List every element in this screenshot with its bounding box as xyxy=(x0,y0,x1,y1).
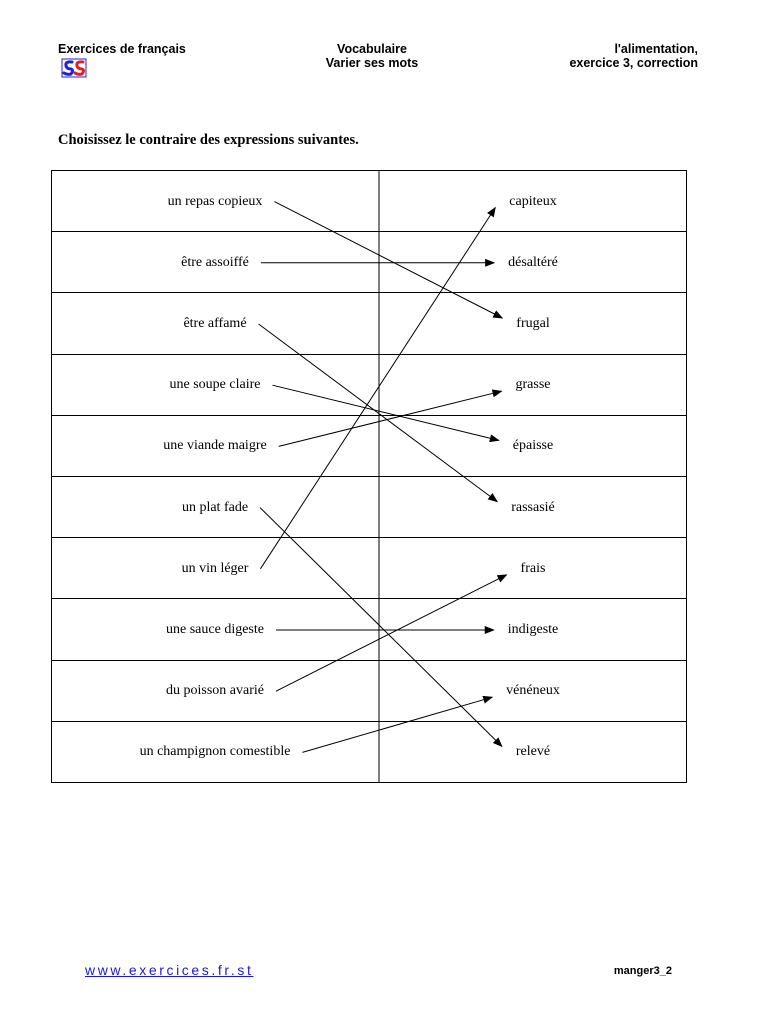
instruction: Choisissez le contraire des expressions suivantes. xyxy=(58,132,359,148)
header-theme: l'alimentation, xyxy=(614,42,698,56)
header-subject: Exercices de français xyxy=(58,42,186,56)
opposite-item: épaisse xyxy=(512,438,554,454)
matching-exercise xyxy=(51,170,687,783)
exercices-fr-logo-icon xyxy=(61,58,87,78)
expression-item: une viande maigre xyxy=(163,438,267,454)
header-right xyxy=(480,42,698,70)
opposite-item: relevé xyxy=(515,744,551,760)
expression-item: un repas copieux xyxy=(167,193,263,209)
header-subtopic: Varier ses mots xyxy=(325,56,419,70)
expression-item: un vin léger xyxy=(181,560,249,576)
expression-item: un champignon comestible xyxy=(139,744,291,760)
header-left xyxy=(58,42,186,56)
opposite-item: vénéneux xyxy=(506,683,560,699)
expression-item: une soupe claire xyxy=(169,377,261,393)
header-topic: Vocabulaire xyxy=(337,42,407,56)
expression-item: un plat fade xyxy=(181,499,249,515)
expression-item: être affamé xyxy=(183,316,247,331)
opposite-item: désaltéré xyxy=(508,254,558,270)
match-arrow xyxy=(259,324,498,502)
opposite-item: grasse xyxy=(515,377,551,393)
expression-item: du poisson avarié xyxy=(166,683,264,699)
website-link[interactable]: www.exercices.fr.st xyxy=(85,962,254,978)
header-center xyxy=(272,42,472,70)
opposite-item: rassasié xyxy=(511,499,555,515)
opposite-item: indigeste xyxy=(507,622,559,637)
expression-item: une sauce digeste xyxy=(166,622,264,637)
opposite-item: capiteux xyxy=(509,193,557,209)
page-id: manger3_2 xyxy=(613,965,672,977)
match-arrow xyxy=(272,385,498,440)
expression-item: être assoiffé xyxy=(181,254,249,270)
opposite-item: frugal xyxy=(516,316,550,331)
header-exercise: exercice 3, correction xyxy=(569,56,698,70)
opposite-item: frais xyxy=(520,560,546,576)
